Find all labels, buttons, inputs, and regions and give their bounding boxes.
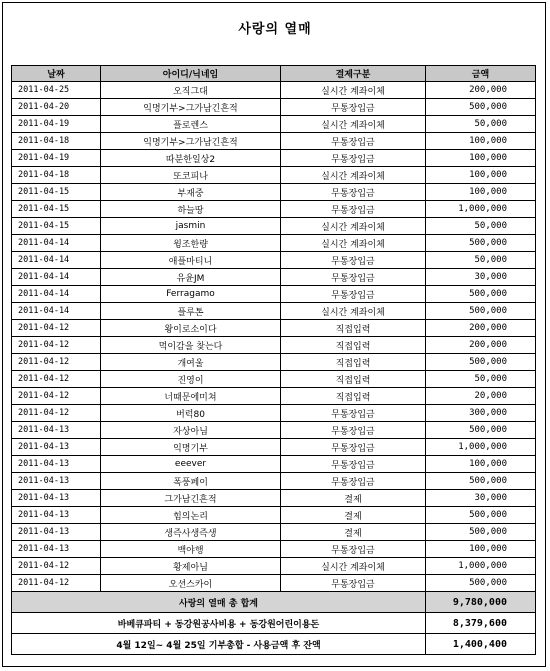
name-cell: 개여울	[101, 354, 281, 371]
name-cell: 애플마티니	[101, 252, 281, 269]
table-row	[12, 201, 536, 218]
date-cell: 2011-04-13	[12, 490, 101, 507]
amount-cell: 50,000	[426, 116, 536, 133]
method-cell: 실시간 계좌이체	[281, 558, 426, 575]
name-cell: 오직그대	[101, 82, 281, 99]
name-cell: 또코피나	[101, 167, 281, 184]
date-cell: 2011-04-14	[12, 303, 101, 320]
name-cell: Ferragamo	[101, 286, 281, 303]
method-cell: 무통장입금	[281, 541, 426, 558]
amount-cell: 300,000	[426, 405, 536, 422]
name-cell: 익명기부	[101, 439, 281, 456]
method-cell: 무통장입금	[281, 456, 426, 473]
date-cell: 2011-04-18	[12, 167, 101, 184]
name-cell: 하늘땅	[101, 201, 281, 218]
method-cell: 실시간 계좌이체	[281, 116, 426, 133]
amount-cell: 500,000	[426, 354, 536, 371]
amount-cell: 500,000	[426, 473, 536, 490]
date-cell: 2011-04-12	[12, 371, 101, 388]
method-cell: 무통장입금	[281, 473, 426, 490]
date-cell: 2011-04-15	[12, 201, 101, 218]
summary-label: 바베큐파티 + 동강원공사비용 + 동강원어린이용돈	[12, 613, 426, 634]
name-cell: 따분한일상2	[101, 150, 281, 167]
date-cell: 2011-04-18	[12, 133, 101, 150]
method-cell: 무통장입금	[281, 575, 426, 592]
name-cell: 자상아님	[101, 422, 281, 439]
name-cell: 플루톤	[101, 303, 281, 320]
table-row	[12, 116, 536, 133]
table-row	[12, 82, 536, 99]
table-row	[12, 558, 536, 575]
table-row	[12, 320, 536, 337]
date-cell: 2011-04-14	[12, 286, 101, 303]
method-cell: 결제	[281, 490, 426, 507]
date-cell: 2011-04-13	[12, 473, 101, 490]
name-cell: 진영이	[101, 371, 281, 388]
name-cell: eeever	[101, 456, 281, 473]
date-cell: 2011-04-14	[12, 269, 101, 286]
table-row	[12, 303, 536, 320]
date-cell: 2011-04-13	[12, 422, 101, 439]
header-method: 결제구분	[281, 66, 426, 82]
date-cell: 2011-04-13	[12, 507, 101, 524]
date-cell: 2011-04-20	[12, 99, 101, 116]
date-cell: 2011-04-14	[12, 235, 101, 252]
method-cell: 직접입력	[281, 388, 426, 405]
date-cell: 2011-04-13	[12, 439, 101, 456]
summary-label: 사랑의 열매 총 합계	[12, 592, 426, 613]
method-cell: 무통장입금	[281, 439, 426, 456]
summary-label: 4월 12일~ 4월 25일 기부총합 - 사용금액 후 잔액	[12, 634, 426, 655]
name-cell: 백야행	[101, 541, 281, 558]
amount-cell: 50,000	[426, 218, 536, 235]
amount-cell: 200,000	[426, 337, 536, 354]
date-cell: 2011-04-13	[12, 524, 101, 541]
name-cell: 왕이로소이다	[101, 320, 281, 337]
table-row	[12, 167, 536, 184]
method-cell: 무통장입금	[281, 201, 426, 218]
date-cell: 2011-04-13	[12, 541, 101, 558]
date-cell: 2011-04-12	[12, 337, 101, 354]
method-cell: 직접입력	[281, 337, 426, 354]
amount-cell: 500,000	[426, 286, 536, 303]
name-cell: 황제아님	[101, 558, 281, 575]
method-cell: 무통장입금	[281, 422, 426, 439]
table-row	[12, 354, 536, 371]
method-cell: 실시간 계좌이체	[281, 235, 426, 252]
table-row	[12, 490, 536, 507]
amount-cell: 100,000	[426, 167, 536, 184]
table-row	[12, 235, 536, 252]
name-cell: jasmin	[101, 218, 281, 235]
date-cell: 2011-04-15	[12, 184, 101, 201]
amount-cell: 500,000	[426, 422, 536, 439]
table-row	[12, 422, 536, 439]
header-amount: 금액	[426, 66, 536, 82]
amount-cell: 1,000,000	[426, 558, 536, 575]
method-cell: 실시간 계좌이체	[281, 167, 426, 184]
date-cell: 2011-04-12	[12, 320, 101, 337]
name-cell: 익명기부>그가남긴흔적	[101, 99, 281, 116]
table-row	[12, 371, 536, 388]
name-cell: 그가남긴흔적	[101, 490, 281, 507]
table-row	[12, 252, 536, 269]
name-cell: 익명기부>그가남긴흔적	[101, 133, 281, 150]
method-cell: 무통장입금	[281, 99, 426, 116]
method-cell: 무통장입금	[281, 150, 426, 167]
name-cell: 생즉사생즉생	[101, 524, 281, 541]
name-cell: 플로렌스	[101, 116, 281, 133]
name-cell: 너때문에미쳐	[101, 388, 281, 405]
amount-cell: 50,000	[426, 252, 536, 269]
date-cell: 2011-04-25	[12, 82, 101, 99]
table-header-row	[12, 66, 536, 82]
amount-cell: 500,000	[426, 507, 536, 524]
amount-cell: 200,000	[426, 82, 536, 99]
amount-cell: 500,000	[426, 303, 536, 320]
table-row	[12, 473, 536, 490]
method-cell: 무통장입금	[281, 269, 426, 286]
total-row	[12, 592, 536, 613]
header-name: 아이디/닉네임	[101, 66, 281, 82]
method-cell: 무통장입금	[281, 286, 426, 303]
table-row	[12, 286, 536, 303]
table-row	[12, 388, 536, 405]
amount-cell: 50,000	[426, 371, 536, 388]
method-cell: 실시간 계좌이체	[281, 82, 426, 99]
amount-cell: 1,000,000	[426, 439, 536, 456]
amount-cell: 100,000	[426, 541, 536, 558]
date-cell: 2011-04-12	[12, 575, 101, 592]
date-cell: 2011-04-14	[12, 252, 101, 269]
method-cell: 직접입력	[281, 371, 426, 388]
date-cell: 2011-04-13	[12, 456, 101, 473]
name-cell: 오션스카이	[101, 575, 281, 592]
amount-cell: 30,000	[426, 269, 536, 286]
method-cell: 직접입력	[281, 320, 426, 337]
method-cell: 무통장입금	[281, 133, 426, 150]
name-cell: 부재중	[101, 184, 281, 201]
amount-cell: 500,000	[426, 99, 536, 116]
method-cell: 무통장입금	[281, 252, 426, 269]
name-cell: 유윤JM	[101, 269, 281, 286]
table-row	[12, 456, 536, 473]
donation-table	[11, 65, 536, 655]
header-date: 날짜	[12, 66, 101, 82]
name-cell: 힘의논리	[101, 507, 281, 524]
date-cell: 2011-04-12	[12, 405, 101, 422]
amount-cell: 1,000,000	[426, 201, 536, 218]
amount-cell: 100,000	[426, 456, 536, 473]
name-cell: 윙조한량	[101, 235, 281, 252]
method-cell: 실시간 계좌이체	[281, 303, 426, 320]
table-row	[12, 184, 536, 201]
date-cell: 2011-04-12	[12, 354, 101, 371]
amount-cell: 100,000	[426, 150, 536, 167]
date-cell: 2011-04-12	[12, 388, 101, 405]
table-row	[12, 133, 536, 150]
table-row	[12, 405, 536, 422]
table-row	[12, 218, 536, 235]
method-cell: 무통장입금	[281, 405, 426, 422]
method-cell: 실시간 계좌이체	[281, 218, 426, 235]
amount-cell: 500,000	[426, 524, 536, 541]
table-row	[12, 150, 536, 167]
method-cell: 무통장입금	[281, 184, 426, 201]
name-cell: 버럭80	[101, 405, 281, 422]
summary-amount: 1,400,400	[426, 634, 536, 655]
method-cell: 결제	[281, 524, 426, 541]
document-title: 사랑의 열매	[238, 22, 312, 37]
amount-cell: 100,000	[426, 184, 536, 201]
summary-row	[12, 634, 536, 655]
amount-cell: 200,000	[426, 320, 536, 337]
date-cell: 2011-04-19	[12, 150, 101, 167]
table-row	[12, 575, 536, 592]
method-cell: 결제	[281, 507, 426, 524]
date-cell: 2011-04-15	[12, 218, 101, 235]
summary-row	[12, 613, 536, 634]
name-cell: 먹이감을 찾는다	[101, 337, 281, 354]
amount-cell: 500,000	[426, 235, 536, 252]
table-row	[12, 337, 536, 354]
table-row	[12, 439, 536, 456]
method-cell: 직접입력	[281, 354, 426, 371]
amount-cell: 100,000	[426, 133, 536, 150]
table-row	[12, 524, 536, 541]
date-cell: 2011-04-12	[12, 558, 101, 575]
name-cell: 폭풍페이	[101, 473, 281, 490]
summary-amount: 8,379,600	[426, 613, 536, 634]
date-cell: 2011-04-19	[12, 116, 101, 133]
table-row	[12, 99, 536, 116]
amount-cell: 30,000	[426, 490, 536, 507]
amount-cell: 500,000	[426, 575, 536, 592]
table-row	[12, 541, 536, 558]
table-row	[12, 507, 536, 524]
amount-cell: 20,000	[426, 388, 536, 405]
table-row	[12, 269, 536, 286]
summary-amount: 9,780,000	[426, 592, 536, 613]
